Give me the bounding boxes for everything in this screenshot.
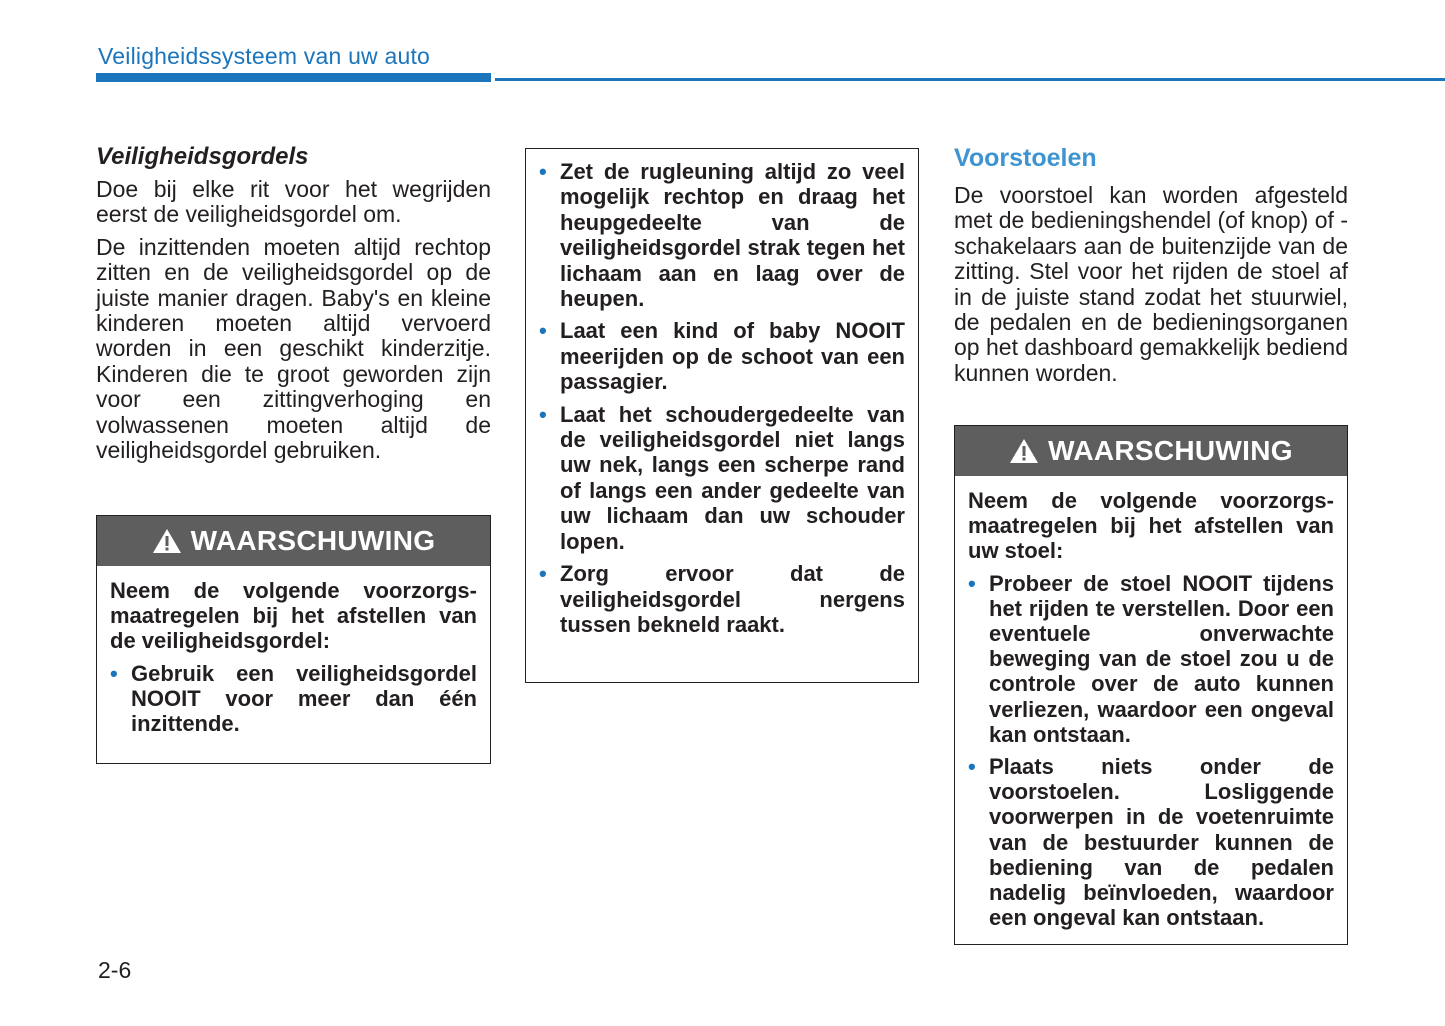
warning-bullets bbox=[110, 661, 477, 737]
paragraph: Doe bij elke rit voor het wegrijden eerst de veiligheidsgordel om. bbox=[96, 176, 491, 228]
warning-intro: Neem de volgende voorzorgs-maatregelen bij het afstellen van de veiligheidsgordel: bbox=[110, 578, 477, 654]
warning-body bbox=[97, 566, 490, 736]
subtitle-veiligheidsgordels: Veiligheidsgordels bbox=[96, 143, 309, 170]
list-item: • Laat het schoudergedeelte van de veiligheidsgordel niet langs uw nek, langs een scherpe rand of langs een ander gedeelte van uw lichaam dan uw schouder lopen. bbox=[539, 401, 905, 554]
section-header-title: Veiligheidssysteem van uw auto bbox=[98, 43, 431, 69]
warning-header bbox=[97, 516, 490, 566]
list-item: • Laat een kind of baby NOOIT meerijden op de schoot van een passagier. bbox=[539, 318, 905, 395]
column-left bbox=[96, 143, 491, 470]
list-item: • Gebruik een veiligheidsgordel NOOIT voor meer dan één inzittende. bbox=[110, 660, 477, 737]
bullet-icon: • bbox=[539, 159, 547, 184]
list-item: • Zorg ervoor dat de veiligheidsgordel nergens tussen bekneld raakt. bbox=[539, 561, 905, 637]
subtitle-voorstoelen: Voorstoelen bbox=[954, 144, 1097, 172]
precautions-list bbox=[539, 159, 905, 637]
paragraph: De inzittenden moeten altijd rechtop zitten en de veiligheidsgordel op de juiste manier dragen. Baby's en kleine kinderen moeten altijd vervoerd worden in een geschikt kinderzitje. Kinderen die te groot geworden zijn voor een zittingverhoging en volwassenen moeten altijd de veiligheidsgordel gebruiken. bbox=[96, 233, 491, 464]
seatbelt-precautions-box bbox=[525, 148, 919, 683]
column-right bbox=[954, 143, 1348, 393]
bullet-icon: • bbox=[110, 660, 118, 686]
warning-box-seats bbox=[954, 425, 1348, 945]
header-rule-thin bbox=[495, 78, 1445, 81]
warning-triangle-icon bbox=[152, 528, 182, 554]
bullet-icon: • bbox=[539, 401, 547, 427]
list-item: • Zet de rugleuning altijd zo veel mogelijk rechtop en draag het heupgedeelte van de veiligheidsgordel strak tegen het lichaam aan en laag over de heupen. bbox=[539, 159, 905, 312]
warning-bullets bbox=[968, 571, 1334, 931]
bullet-icon: • bbox=[539, 561, 547, 587]
warning-triangle-icon bbox=[1009, 438, 1039, 464]
list-item: • Probeer de stoel NOOIT tijdens het rijden te verstellen. Door een eventuele onverwachte beweging van de stoel zou u de controle over de auto kunnen verliezen, waardoor een ongeval kan ontstaan. bbox=[968, 570, 1334, 747]
warning-title: WAARSCHUWING bbox=[1048, 435, 1293, 466]
bullet-icon: • bbox=[968, 570, 976, 596]
paragraph: De voorstoel kan worden afgesteld met de bedieningshendel (of knop) of -schakelaars aan de buitenzijde van de zitting. Stel voor het rijden de stoel af in de juiste stand zodat het stuurwiel, de pedalen en de bedieningsorganen op het dashboard gemakkelijk bediend kunnen worden. bbox=[954, 182, 1348, 386]
bullet-icon: • bbox=[968, 754, 976, 780]
header-rule-thick bbox=[96, 73, 491, 82]
warning-title: WAARSCHUWING bbox=[190, 525, 436, 556]
page-number: 2-6 bbox=[98, 957, 132, 983]
list-item: • Plaats niets onder de voorstoelen. Losliggende voorwerpen in de voetenruimte van de bestuurder kunnen de bediening van de pedalen nadelig beïnvloeden, waardoor een ongeval kan ontstaan. bbox=[968, 754, 1334, 931]
bullet-icon: • bbox=[539, 318, 547, 344]
warning-box-seatbelt bbox=[96, 515, 491, 764]
warning-intro: Neem de volgende voorzorgs-maatregelen bij het afstellen van uw stoel: bbox=[968, 488, 1334, 564]
warning-body bbox=[955, 476, 1347, 930]
warning-header bbox=[955, 426, 1347, 476]
